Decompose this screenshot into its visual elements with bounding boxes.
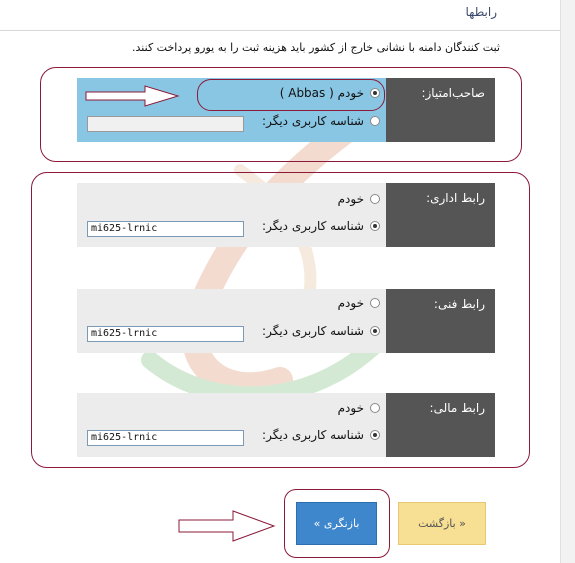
page-title: رابطها: [465, 5, 497, 19]
tech-self-radio[interactable]: [370, 298, 380, 308]
tech-self-label: خودم: [337, 296, 364, 310]
billing-self-label: خودم: [337, 401, 364, 415]
admin-label: رابط اداری:: [386, 183, 495, 247]
admin-self-label: خودم: [337, 192, 364, 206]
tech-option-self[interactable]: [338, 296, 380, 310]
back-button[interactable]: « بازگشت: [398, 502, 486, 545]
billing-option-self[interactable]: [338, 401, 380, 415]
owner-option-other[interactable]: [262, 114, 380, 128]
billing-self-radio[interactable]: [370, 403, 380, 413]
euro-notice: ثبت کنندگان دامنه با نشانی خارج از کشور باید هزینه ثبت را به یورو پرداخت کنند.: [132, 41, 500, 54]
arrow-right-icon: [178, 510, 276, 542]
admin-option-self[interactable]: [338, 192, 380, 206]
owner-other-label: شناسه کاربری دیگر:: [262, 114, 364, 128]
billing-option-other[interactable]: [262, 428, 380, 442]
billing-other-radio[interactable]: [370, 430, 380, 440]
admin-other-input[interactable]: mi625-lrnic: [87, 221, 244, 237]
billing-other-label: شناسه کاربری دیگر:: [262, 428, 364, 442]
owner-label: صاحب‌امتیاز:: [386, 78, 495, 142]
admin-option-other[interactable]: [262, 219, 380, 233]
billing-label: رابط مالی:: [386, 393, 495, 457]
admin-self-radio[interactable]: [370, 194, 380, 204]
owner-other-radio[interactable]: [370, 116, 380, 126]
owner-other-input[interactable]: [87, 116, 244, 132]
arrow-right-icon: [85, 85, 180, 107]
owner-self-label: خودم ( Abbas ): [279, 86, 364, 100]
scrollbar[interactable]: [560, 0, 575, 563]
return-button[interactable]: بازنگری »: [296, 502, 377, 545]
admin-other-label: شناسه کاربری دیگر:: [262, 219, 364, 233]
tech-other-input[interactable]: mi625-lrnic: [87, 326, 244, 342]
tech-label: رابط فنی:: [386, 289, 495, 353]
header-divider: [0, 30, 560, 31]
admin-other-radio[interactable]: [370, 221, 380, 231]
tech-other-radio[interactable]: [370, 326, 380, 336]
billing-other-input[interactable]: mi625-lrnic: [87, 430, 244, 446]
tech-option-other[interactable]: [262, 324, 380, 338]
owner-self-annotation-oval: [197, 79, 385, 111]
tech-other-label: شناسه کاربری دیگر:: [262, 324, 364, 338]
